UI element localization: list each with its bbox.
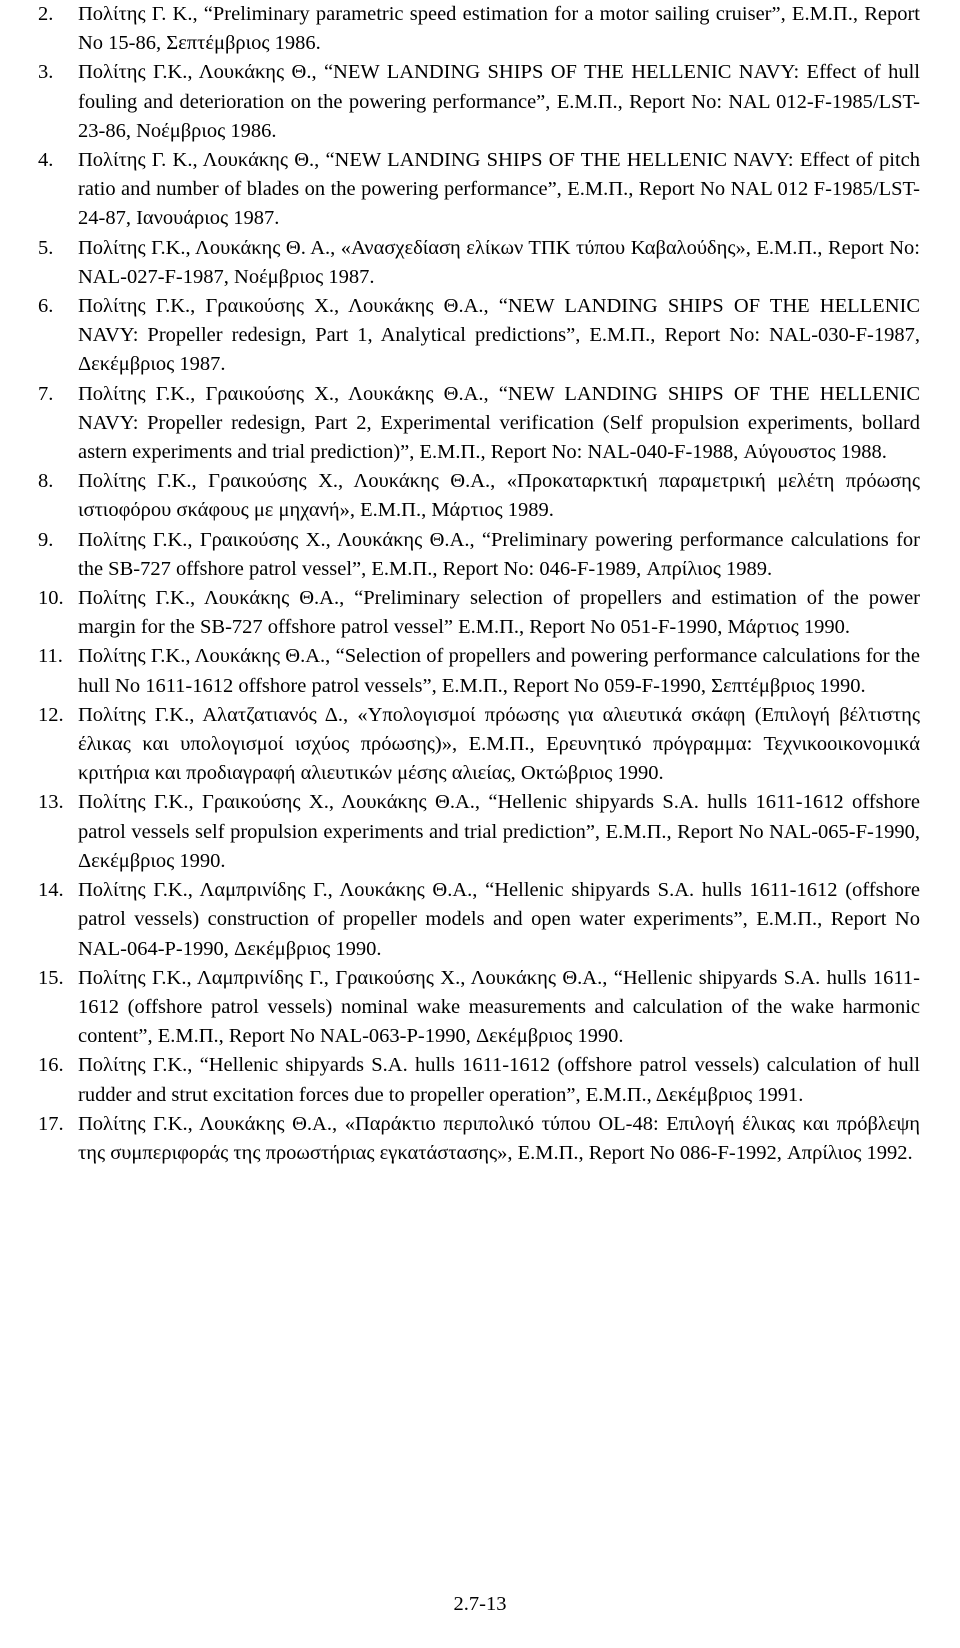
reference-item: [38, 146, 920, 234]
reference-number: 17.: [38, 1112, 64, 1135]
reference-number: 3.: [38, 61, 54, 84]
reference-item: [38, 701, 920, 789]
reference-number: 9.: [38, 528, 54, 551]
reference-text: Πολίτης Γ.Κ., Γραικούσης Χ., Λουκάκης Θ.Α., “Preliminary powering performance calculations for the SB-727 offshore patrol vessel”, Ε.Μ.Π., Report No: 046-F-1989, Απρίλιος 1989.: [78, 528, 920, 580]
reference-number: 7.: [38, 382, 54, 405]
reference-text: Πολίτης Γ.Κ., Λαμπρινίδης Γ., Γραικούσης Χ., Λουκάκης Θ.Α., “Hellenic shipyards S.A. hulls 1611-1612 (offshore patrol vessels) nominal wake measurements and calculation of the wake harmonic content”, Ε.Μ.Π., Report No NAL-063-P-1990, Δεκέμβριος 1990.: [78, 966, 920, 1048]
reference-item: [38, 1110, 920, 1168]
reference-item: [38, 380, 920, 468]
reference-number: 16.: [38, 1054, 64, 1077]
reference-item: [38, 526, 920, 584]
reference-number: 6.: [38, 295, 54, 318]
reference-item: [38, 292, 920, 380]
reference-number: 12.: [38, 703, 64, 726]
reference-item: [38, 876, 920, 964]
reference-item: [38, 467, 920, 525]
document-page: [38, 0, 920, 1168]
reference-item: [38, 234, 920, 292]
reference-number: 4.: [38, 149, 54, 172]
reference-number: 15.: [38, 966, 64, 989]
reference-number: 13.: [38, 791, 64, 814]
page-number: 2.7-13: [453, 1593, 507, 1615]
reference-text: Πολίτης Γ.Κ., Λαμπρινίδης Γ., Λουκάκης Θ.Α., “Hellenic shipyards S.A. hulls 1611-1612 (offshore patrol vessels) construction of propeller models and open water experiments”, Ε.Μ.Π., Report No NAL-064-P-1990, Δεκέμβριος 1990.: [78, 879, 920, 960]
reference-text: Πολίτης Γ.Κ., Γραικούσης Χ., Λουκάκης Θ.Α., “NEW LANDING SHIPS OF THE HELLENIC NAVY: Propeller redesign, Part 2, Experimental verification (Self propulsion experiments, bollard astern experiments and trial prediction)”, Ε.Μ.Π., Report No: NAL-040-F-1988, Αύγουστος 1988.: [78, 382, 920, 464]
reference-text: Πολίτης Γ.Κ., Γραικούσης Χ., Λουκάκης Θ.Α., “Hellenic shipyards S.A. hulls 1611-1612 offshore patrol vessels self propulsion experiments and trial prediction”, Ε.Μ.Π., Report No NAL-065-F-1990, Δεκέμβριος 1990.: [78, 791, 920, 872]
reference-text: Πολίτης Γ.Κ., Γραικούσης Χ., Λουκάκης Θ.Α., «Προκαταρκτική παραμετρική μελέτη πρόωσης ιστιοφόρου σκάφους με μηχανή», Ε.Μ.Π., Μάρτιος 1989.: [78, 470, 920, 522]
reference-text: Πολίτης Γ.Κ., Λουκάκης Θ.Α., “Selection of propellers and powering performance calculations for the hull No 1611-1612 offshore patrol vessels”, Ε.Μ.Π., Report No 059-F-1990, Σεπτέμβριος 1990.: [78, 645, 920, 697]
reference-item: [38, 58, 920, 146]
reference-item: [38, 584, 920, 642]
reference-text: Πολίτης Γ. Κ., Λουκάκης Θ., “NEW LANDING SHIPS OF THE HELLENIC NAVY: Effect of pitch ratio and number of blades on the powering performance”, Ε.Μ.Π., Report No NAL 012 F-1985/LST-24-87, Ιανουάριος 1987.: [78, 149, 920, 230]
reference-number: 8.: [38, 470, 54, 493]
reference-text: Πολίτης Γ.Κ., “Hellenic shipyards S.A. hulls 1611-1612 (offshore patrol vessels) calculation of hull rudder and strut excitation forces due to propeller operation”, Ε.Μ.Π., Δεκέμβριος 1991.: [78, 1054, 920, 1106]
reference-text: Πολίτης Γ. Κ., “Preliminary parametric speed estimation for a motor sailing cruiser”, Ε.Μ.Π., Report No 15-86, Σεπτέμβριος 1986.: [78, 3, 920, 55]
reference-item: [38, 0, 920, 58]
reference-text: Πολίτης Γ.Κ., Γραικούσης Χ., Λουκάκης Θ.Α., “NEW LANDING SHIPS OF THE HELLENIC NAVY: Propeller redesign, Part 1, Analytical predictions”, Ε.Μ.Π., Report No: NAL-030-F-1987, Δεκέμβριος 1987.: [78, 295, 920, 376]
reference-number: 2.: [38, 3, 54, 25]
reference-item: [38, 964, 920, 1052]
reference-number: 11.: [38, 645, 63, 668]
reference-text: Πολίτης Γ.Κ., Λουκάκης Θ.Α., «Παράκτιο περιπολικό τύπου OL-48: Επιλογή έλικας και πρόβλεψη της συμπεριφοράς της προωστήριας εγκατάστασης», Ε.Μ.Π., Report No 086-F-1992, Απρίλιος 1992.: [78, 1112, 920, 1164]
reference-list: [38, 0, 920, 1168]
reference-number: 14.: [38, 879, 64, 902]
reference-item: [38, 1051, 920, 1109]
reference-text: Πολίτης Γ.Κ., Λουκάκης Θ. Α., «Ανασχεδίαση ελίκων ΤΠΚ τύπου Καβαλούδης», Ε.Μ.Π., Report No: NAL-027-F-1987, Νοέμβριος 1987.: [78, 236, 920, 288]
reference-number: 10.: [38, 587, 64, 610]
reference-text: Πολίτης Γ.Κ., Λουκάκης Θ.Α., “Preliminary selection of propellers and estimation of the power margin for the SB-727 offshore patrol vessel” Ε.Μ.Π., Report No 051-F-1990, Μάρτιος 1990.: [78, 587, 920, 639]
reference-text: Πολίτης Γ.Κ., Λουκάκης Θ., “NEW LANDING SHIPS OF THE HELLENIC NAVY: Effect of hull fouling and deterioration on the powering performance”, Ε.Μ.Π., Report No: NAL 012-F-1985/LST-23-86, Νοέμβριος 1986.: [78, 61, 920, 142]
reference-item: [38, 642, 920, 700]
reference-number: 5.: [38, 236, 54, 259]
reference-text: Πολίτης Γ.Κ., Αλατζατιανός Δ., «Υπολογισμοί πρόωσης για αλιευτικά σκάφη (Επιλογή βέλτιστης έλικας και υπολογισμοί ισχύος πρόωσης)», Ε.Μ.Π., Ερευνητικό πρόγραμμα: Τεχνικοοικονομικά κριτήρια και προδιαγραφή αλιευτικών μέσης αλιείας, Οκτώβριος 1990.: [78, 703, 920, 785]
reference-item: [38, 788, 920, 876]
